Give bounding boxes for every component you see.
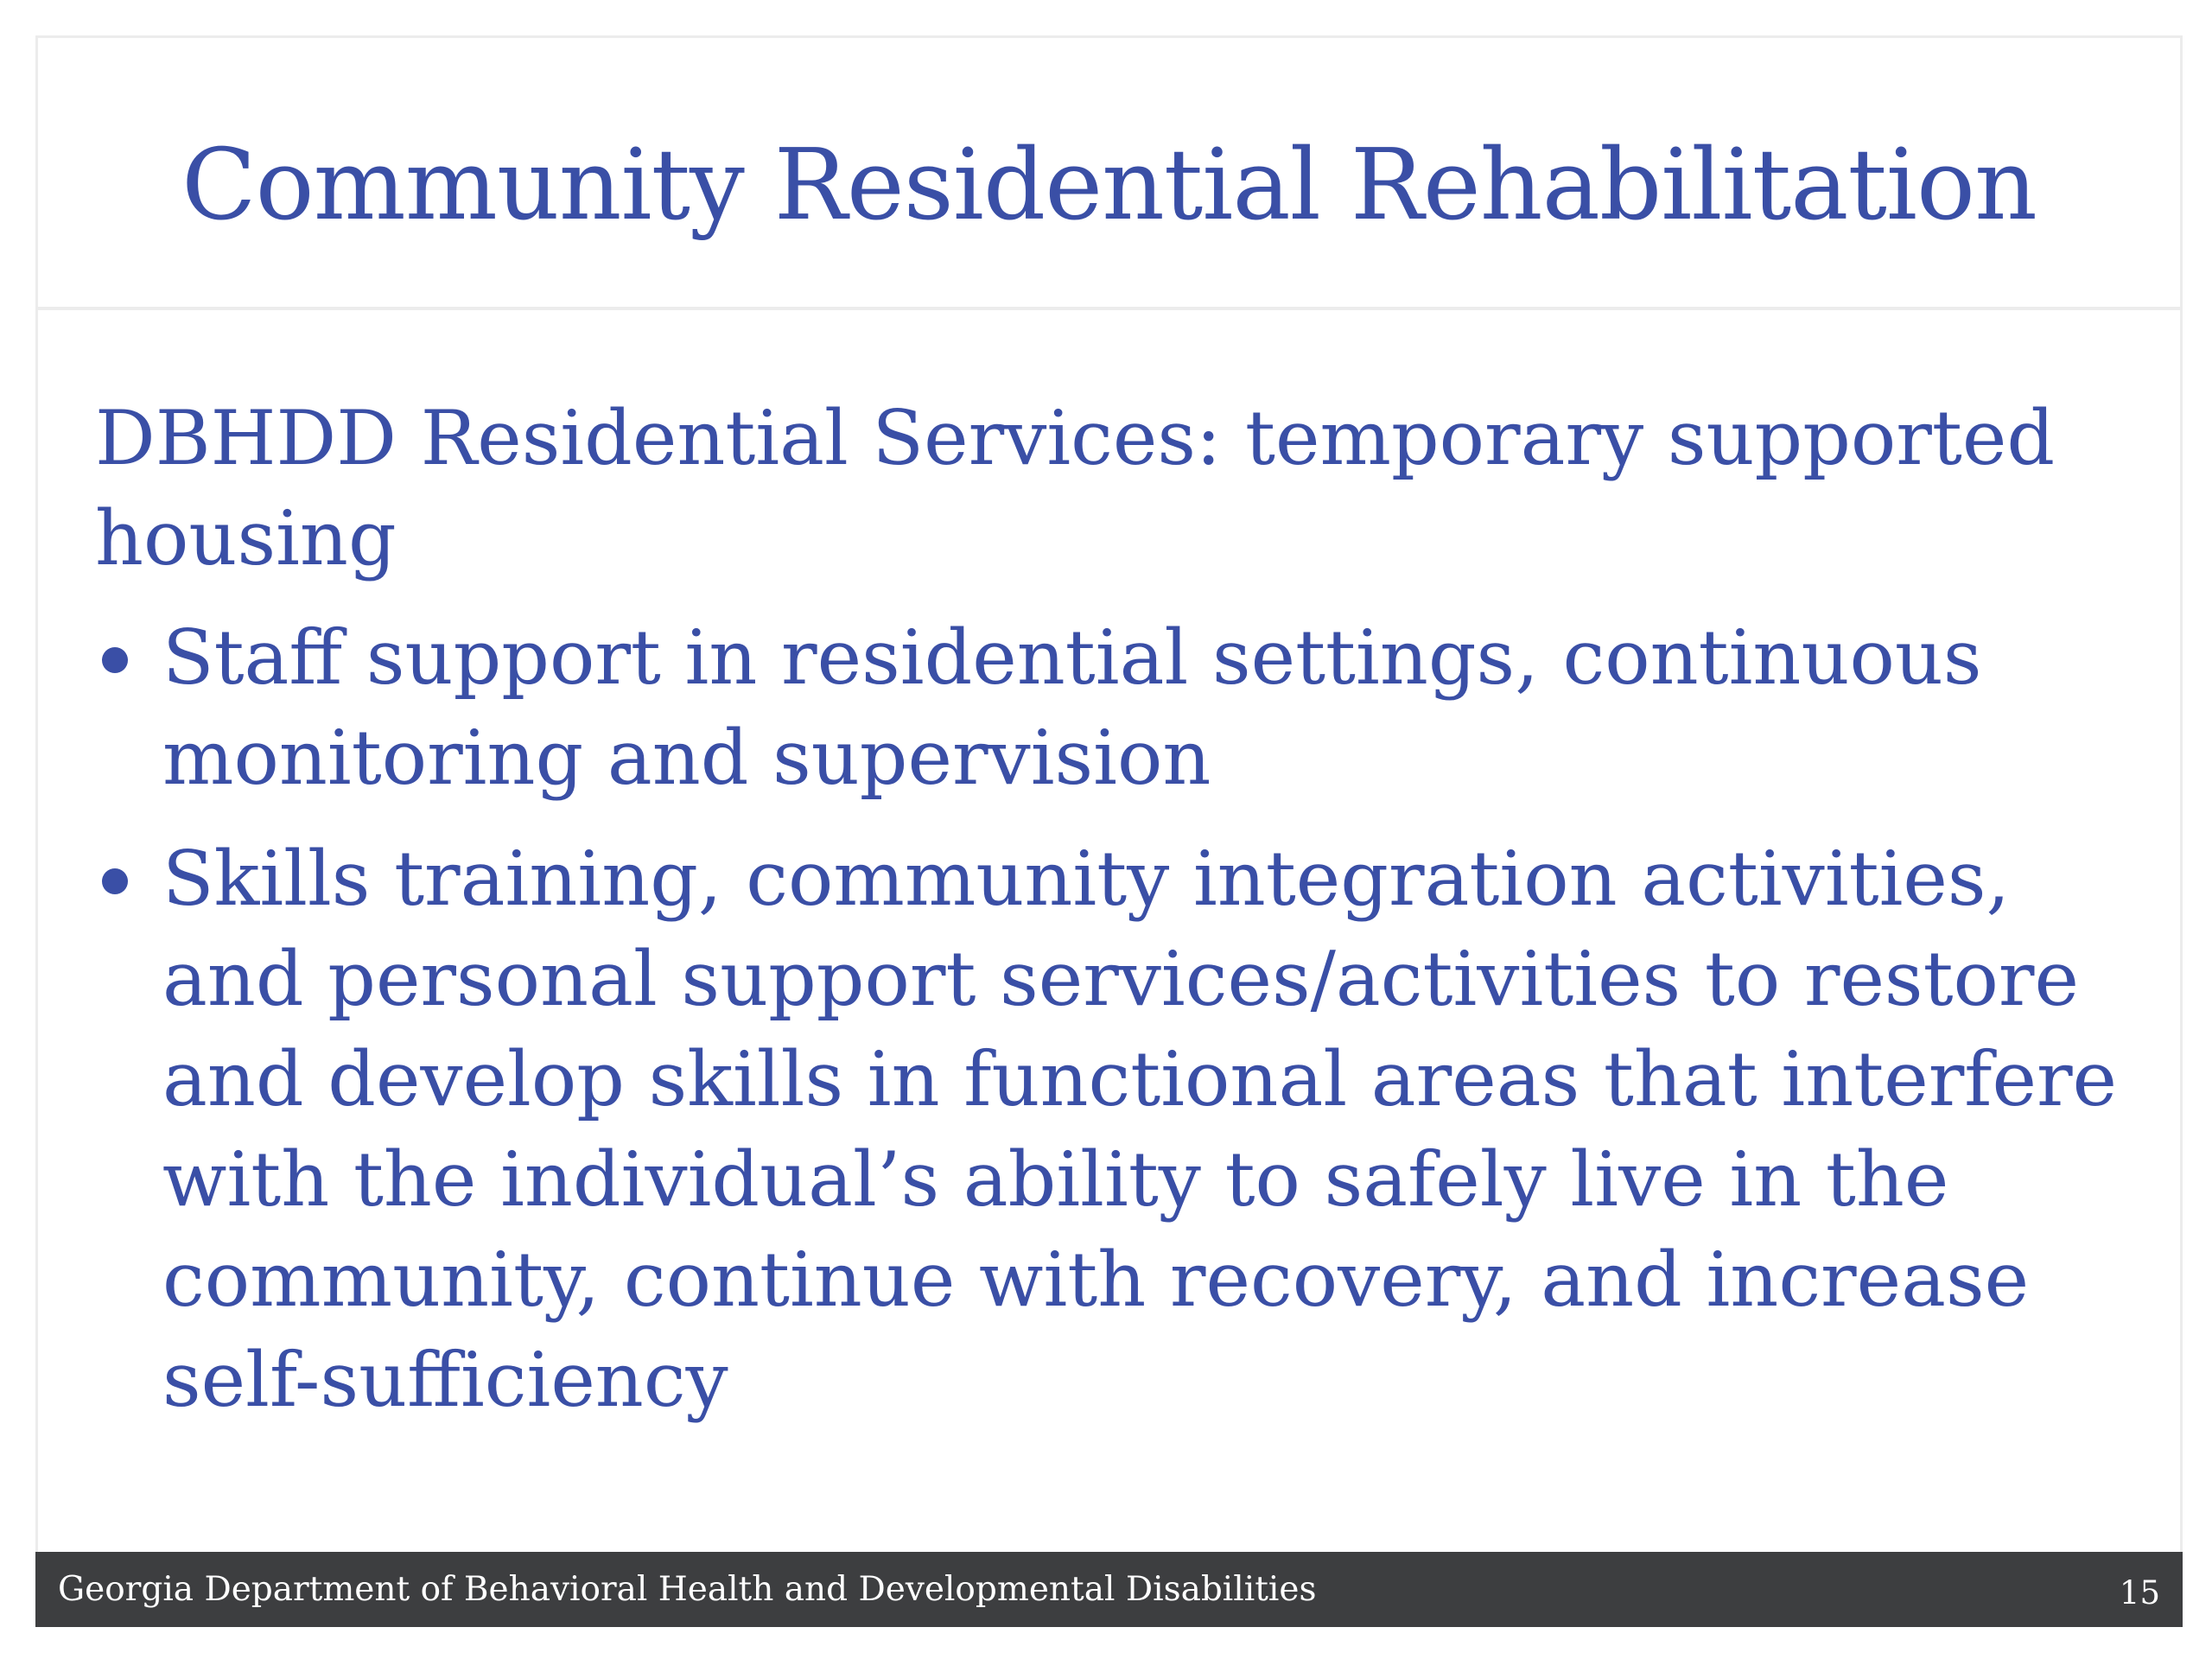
bullet-text: Skills training, community integration activities, and personal support services/activities to restore and develop skills in functional areas that interfere with the individual’s ability to safely live in the community, continue with recovery, and increase self-sufficiency (162, 835, 2118, 1424)
slide-content (95, 388, 2169, 1451)
bullet-icon (102, 868, 128, 894)
footer-bar (35, 1552, 2183, 1627)
slide (35, 35, 2183, 1627)
slide-title: Community Residential Rehabilitation (181, 128, 2037, 242)
bullet-item (95, 829, 2169, 1430)
title-area (38, 38, 2180, 310)
page-number: 15 (2119, 1574, 2160, 1611)
footer-organization: Georgia Department of Behavioral Health and Developmental Disabilities (58, 1570, 1317, 1609)
bullet-text: Staff support in residential settings, continuous monitoring and supervision (162, 613, 1982, 802)
bullet-item (95, 607, 2169, 808)
bullet-list (95, 607, 2169, 1430)
bullet-icon (102, 647, 128, 673)
lead-paragraph: DBHDD Residential Services: temporary supported housing (95, 394, 2056, 582)
